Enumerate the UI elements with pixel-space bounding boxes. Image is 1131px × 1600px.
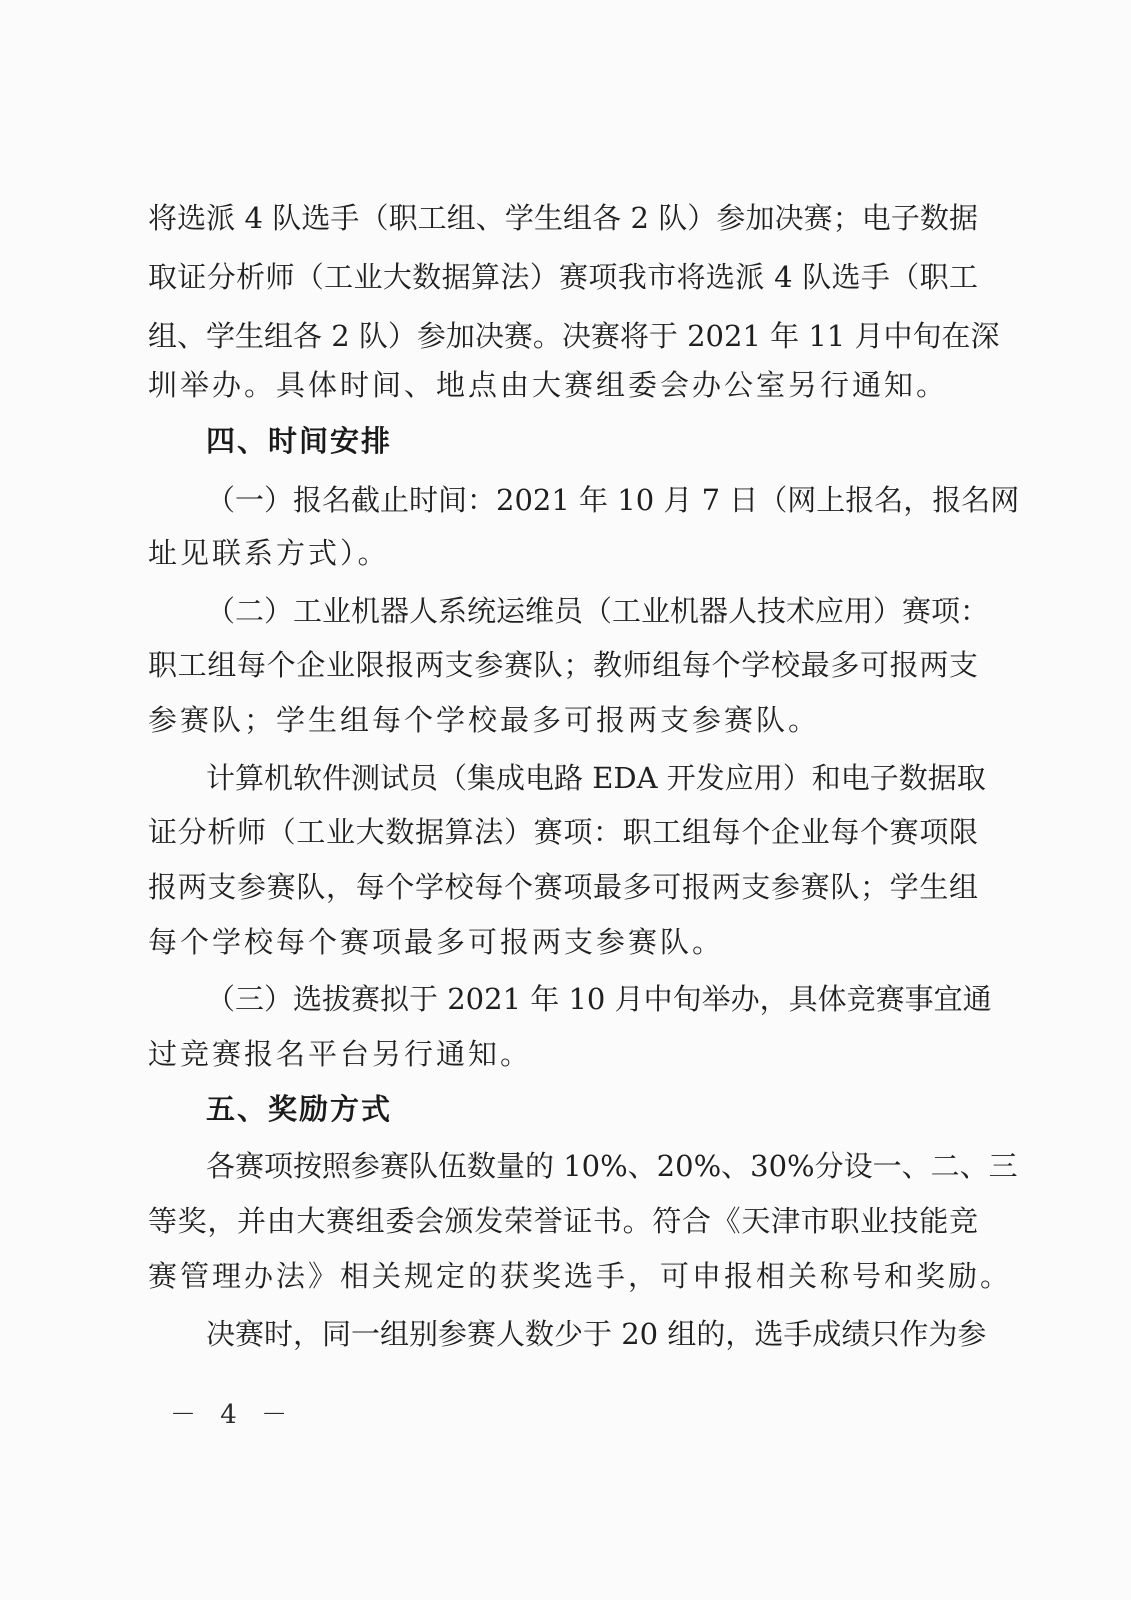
paragraph-line: 等奖，并由大赛组委会颁发荣誉证书。符合《天津市职业技能竞 <box>148 1204 978 1238</box>
paragraph-line: （二）工业机器人系统运维员（工业机器人技术应用）赛项： <box>206 594 990 628</box>
paragraph-line: 计算机软件测试员（集成电路 EDA 开发应用）和电子数据取 <box>206 761 986 795</box>
paragraph-line: 取证分析师（工业大数据算法）赛项我市将选派 4 队选手（职工 <box>148 260 978 294</box>
paragraph-line: 圳举办。具体时间、地点由大赛组委会办公室另行通知。 <box>148 368 949 402</box>
paragraph-line: 职工组每个企业限报两支参赛队；教师组每个学校最多可报两支 <box>148 648 978 682</box>
paragraph-line: 各赛项按照参赛队伍数量的 10%、20%、30%分设一、二、三 <box>206 1149 1018 1183</box>
paragraph-line: 址见联系方式）。 <box>148 536 390 570</box>
paragraph-line: 赛管理办法》相关规定的获奖选手，可申报相关称号和奖励。 <box>148 1259 1013 1293</box>
paragraph-line: 证分析师（工业大数据算法）赛项：职工组每个企业每个赛项限 <box>148 815 978 849</box>
section-heading-schedule: 四、时间安排 <box>206 424 393 458</box>
paragraph-line: 参赛队；学生组每个学校最多可报两支参赛队。 <box>148 703 821 737</box>
paragraph-line: （三）选拔赛拟于 2021 年 10 月中旬举办，具体竞赛事宜通 <box>206 982 992 1016</box>
paragraph-line: 报两支参赛队，每个学校每个赛项最多可报两支参赛队；学生组 <box>148 870 978 904</box>
paragraph-line: 组、学生组各 2 队）参加决赛。决赛将于 2021 年 11 月中旬在深 <box>148 319 1000 353</box>
paragraph-line: 每个学校每个赛项最多可报两支参赛队。 <box>148 925 725 959</box>
section-heading-awards: 五、奖励方式 <box>206 1092 393 1126</box>
page-number: － 4 － <box>170 1400 296 1430</box>
paragraph-line: （一）报名截止时间：2021 年 10 月 7 日（网上报名，报名网 <box>206 483 1020 517</box>
paragraph-line: 将选派 4 队选手（职工组、学生组各 2 队）参加决赛；电子数据 <box>148 201 978 235</box>
paragraph-line: 决赛时，同一组别参赛人数少于 20 组的，选手成绩只作为参 <box>206 1317 987 1351</box>
paragraph-line: 过竞赛报名平台另行通知。 <box>148 1037 533 1071</box>
